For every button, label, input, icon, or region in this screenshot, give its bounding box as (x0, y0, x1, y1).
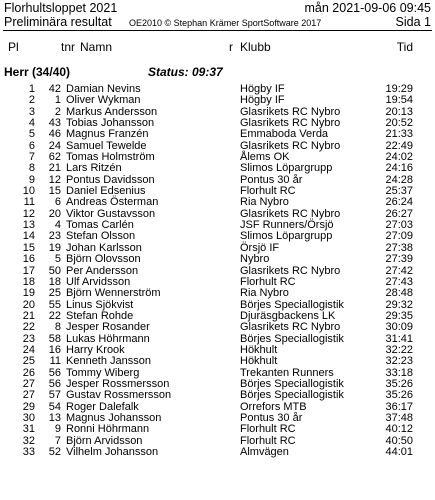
results-list (0, 84, 435, 458)
club-name: Slimos Löpargrupp (240, 162, 333, 175)
bib-number: 23 (48, 230, 61, 243)
runner-name: Johan Karlsson (66, 241, 142, 254)
placing: 33 (22, 446, 35, 458)
bib-number: 24 (48, 139, 61, 152)
runner-name: Magnus Franzén (66, 128, 149, 141)
placing: 27 (22, 377, 35, 390)
runner-name: Pontus Davidsson (66, 173, 155, 186)
bib-number: 16 (48, 343, 61, 356)
runner-name: Markus Andersson (66, 105, 158, 118)
bib-number: 15 (48, 185, 61, 198)
bib-number: 11 (49, 355, 61, 368)
bib-number: 56 (48, 366, 61, 379)
finish-time: 20:52 (385, 117, 413, 130)
finish-time: 27:03 (385, 219, 413, 232)
result-row (0, 288, 435, 299)
finish-time: 19:29 (385, 83, 413, 95)
club-name: Glasrikets RC Nybro (240, 117, 341, 130)
finish-time: 32:23 (385, 355, 413, 368)
club-name: Slimos Löpargrupp (240, 230, 333, 243)
runner-name: Tomas Carlén (66, 219, 134, 232)
finish-time: 30:09 (385, 321, 413, 334)
runner-name: Ronni Höhrmann (66, 423, 150, 436)
finish-time: 22:49 (385, 139, 413, 152)
runner-name: Stefan Rohde (66, 309, 134, 322)
finish-time: 35:26 (385, 377, 413, 390)
report-header (3, 0, 432, 30)
bib-number: 6 (54, 196, 61, 209)
club-name: Glasrikets RC Nybro (240, 105, 341, 118)
software-copyright: OE2010 © Stephan Krämer SportSoftware 2017 (129, 18, 322, 28)
runner-name: Daniel Edsenius (66, 185, 146, 198)
column-header-klubb: Klubb (240, 40, 271, 54)
finish-time: 27:09 (385, 230, 413, 243)
bib-number: 56 (48, 377, 61, 390)
club-name: Florhult RC (240, 185, 296, 198)
finish-time: 28:48 (385, 287, 413, 300)
finish-time: 24:28 (385, 173, 413, 186)
bib-number: 20 (48, 207, 61, 220)
finish-time: 29:32 (385, 298, 413, 311)
club-name: Pontus 30 år (240, 411, 303, 424)
finish-time: 25:37 (385, 185, 413, 198)
placing: 9 (28, 173, 35, 186)
bib-number: 5 (54, 253, 61, 266)
runner-name: Kenneth Jansson (66, 355, 152, 368)
finish-time: 37:48 (385, 411, 413, 424)
finish-time: 20:13 (385, 105, 413, 118)
bib-number: 54 (48, 400, 61, 413)
finish-time: 24:16 (385, 162, 413, 175)
placing: 7 (28, 151, 35, 164)
club-name: Ålems OK (240, 151, 290, 164)
club-name: Nybro (240, 253, 270, 266)
club-name: Almvägen (240, 446, 289, 458)
finish-time: 19:54 (385, 94, 413, 107)
runner-name: Gustav Rossmersson (66, 389, 172, 402)
bib-number: 57 (48, 389, 61, 402)
club-name: Börjes Speciallogistik (240, 298, 344, 311)
class-status: Status: 09:37 (148, 65, 223, 79)
club-name: Glasrikets RC Nybro (240, 321, 341, 334)
event-title: Florhultsloppet 2021 (4, 1, 118, 15)
bib-number: 13 (48, 411, 61, 424)
placing: 29 (22, 400, 35, 413)
bib-number: 12 (48, 173, 61, 186)
placing: 14 (22, 230, 35, 243)
report-subtitle: Preliminära resultat (4, 15, 112, 29)
placing: 11 (23, 196, 35, 209)
placing: 18 (22, 275, 35, 288)
club-name: Glasrikets RC Nybro (240, 207, 341, 220)
club-name: Hökhult (240, 355, 278, 368)
bib-number: 25 (48, 287, 61, 300)
runner-name: Björn Olovsson (66, 253, 141, 266)
club-name: Högby IF (240, 83, 285, 95)
runner-name: Ulf Arvidsson (66, 275, 131, 288)
bib-number: 19 (48, 241, 61, 254)
runner-name: Jesper Rossmersson (66, 377, 170, 390)
placing: 6 (28, 139, 35, 152)
bib-number: 9 (54, 423, 61, 436)
runner-name: Andreas Österman (66, 196, 159, 209)
placing: 22 (22, 321, 35, 334)
runner-name: Harry Krook (66, 343, 125, 356)
finish-time: 36:17 (385, 400, 413, 413)
club-name: Börjes Speciallogistik (240, 389, 344, 402)
placing: 32 (22, 434, 35, 447)
club-name: Ria Nybro (240, 287, 289, 300)
placing: 27 (22, 389, 35, 402)
club-name: Börjes Speciallogistik (240, 332, 344, 345)
club-name: Florhult RC (240, 423, 296, 436)
placing: 2 (28, 94, 35, 107)
placing: 31 (22, 423, 35, 436)
club-name: Florhult RC (240, 275, 296, 288)
runner-name: Damian Nevins (66, 83, 141, 95)
placing: 24 (22, 343, 35, 356)
club-name: Glasrikets RC Nybro (240, 264, 341, 277)
placing: 3 (28, 105, 35, 118)
placing: 4 (28, 117, 35, 130)
runner-name: Stefan Olsson (66, 230, 136, 243)
club-name: Pontus 30 år (240, 173, 303, 186)
bib-number: 4 (54, 219, 61, 232)
runner-name: Per Andersson (66, 264, 139, 277)
runner-name: Björn Arvidsson (66, 434, 143, 447)
runner-name: Jesper Rosander (66, 321, 150, 334)
runner-name: Lukas Höhrmann (66, 332, 150, 345)
placing: 25 (22, 355, 35, 368)
runner-name: Viktor Gustavsson (66, 207, 156, 220)
finish-time: 27:42 (385, 264, 413, 277)
placing: 23 (22, 332, 35, 345)
column-header-r: r (229, 40, 233, 54)
club-name: Örsjö IF (240, 241, 280, 254)
result-row (0, 322, 435, 333)
bib-number: 52 (48, 446, 61, 458)
runner-name: Björn Wennerström (66, 287, 161, 300)
header-divider (3, 30, 432, 31)
class-heading: Herr (34/40) (4, 65, 71, 79)
result-row (0, 356, 435, 367)
placing: 1 (28, 83, 35, 95)
club-name: Ria Nybro (240, 196, 289, 209)
runner-name: Roger Dalefalk (66, 400, 139, 413)
bib-number: 43 (48, 117, 61, 130)
finish-time: 29:35 (385, 309, 413, 322)
bib-number: 55 (48, 298, 61, 311)
finish-time: 27:39 (385, 253, 413, 266)
finish-time: 40:50 (385, 434, 413, 447)
finish-time: 35:26 (385, 389, 413, 402)
page-number: Sida 1 (395, 15, 431, 29)
runner-name: Tommy Wiberg (66, 366, 140, 379)
placing: 8 (28, 162, 35, 175)
placing: 19 (22, 287, 35, 300)
bib-number: 8 (54, 321, 61, 334)
runner-name: Linus Sjökvist (66, 298, 134, 311)
result-row (0, 447, 435, 458)
placing: 21 (22, 309, 35, 322)
print-datetime: mån 2021-09-06 09:45 (304, 1, 431, 15)
bib-number: 22 (48, 309, 61, 322)
placing: 10 (22, 185, 35, 198)
club-name: Florhult RC (240, 434, 296, 447)
bib-number: 50 (48, 264, 61, 277)
club-name: Trekanten Runners (240, 366, 334, 379)
finish-time: 24:02 (385, 151, 413, 164)
placing: 16 (22, 253, 35, 266)
club-name: Orrefors MTB (240, 400, 307, 413)
result-row (0, 254, 435, 265)
result-row (0, 424, 435, 435)
placing: 26 (22, 366, 35, 379)
finish-time: 32:22 (385, 343, 413, 356)
placing: 15 (22, 241, 35, 254)
runner-name: Tobias Johansson (66, 117, 155, 130)
club-name: Glasrikets RC Nybro (240, 139, 341, 152)
finish-time: 40:12 (385, 423, 413, 436)
finish-time: 21:33 (385, 128, 413, 141)
club-name: JSF Runners/Örsjö (240, 219, 334, 232)
bib-number: 42 (48, 83, 61, 95)
runner-name: Tomas Holmström (66, 151, 155, 164)
result-row (0, 390, 435, 401)
runner-name: Vilhelm Johansson (66, 446, 159, 458)
bib-number: 2 (54, 105, 61, 118)
runner-name: Oliver Wykman (66, 94, 141, 107)
club-name: Djuräsgbackens LK (240, 309, 336, 322)
runner-name: Lars Ritzén (66, 162, 122, 175)
finish-time: 44:01 (385, 446, 413, 458)
bib-number: 21 (48, 162, 61, 175)
finish-time: 27:38 (385, 241, 413, 254)
finish-time: 31:41 (385, 332, 413, 345)
runner-name: Samuel Tewelde (66, 139, 147, 152)
bib-number: 1 (54, 94, 61, 107)
column-header-tnr: tnr (61, 40, 76, 54)
placing: 30 (22, 411, 35, 424)
club-name: Högby IF (240, 94, 285, 107)
club-name: Emmaboda Verda (240, 128, 329, 141)
bib-number: 18 (48, 275, 61, 288)
bib-number: 46 (48, 128, 61, 141)
column-header-namn: Namn (80, 40, 113, 54)
placing: 5 (28, 128, 35, 141)
finish-time: 27:43 (385, 275, 413, 288)
club-name: Hökhult (240, 343, 278, 356)
column-header-pl: Pl (8, 40, 19, 54)
placing: 20 (22, 298, 35, 311)
bib-number: 7 (54, 434, 61, 447)
placing: 13 (22, 219, 35, 232)
bib-number: 62 (48, 151, 61, 164)
finish-time: 26:24 (385, 196, 413, 209)
finish-time: 26:27 (385, 207, 413, 220)
bib-number: 58 (48, 332, 61, 345)
result-row (0, 95, 435, 106)
finish-time: 33:18 (385, 366, 413, 379)
column-header-tid: Tid (396, 40, 413, 54)
runner-name: Magnus Johansson (66, 411, 162, 424)
placing: 12 (22, 207, 35, 220)
club-name: Börjes Speciallogistik (240, 377, 344, 390)
placing: 17 (22, 264, 35, 277)
